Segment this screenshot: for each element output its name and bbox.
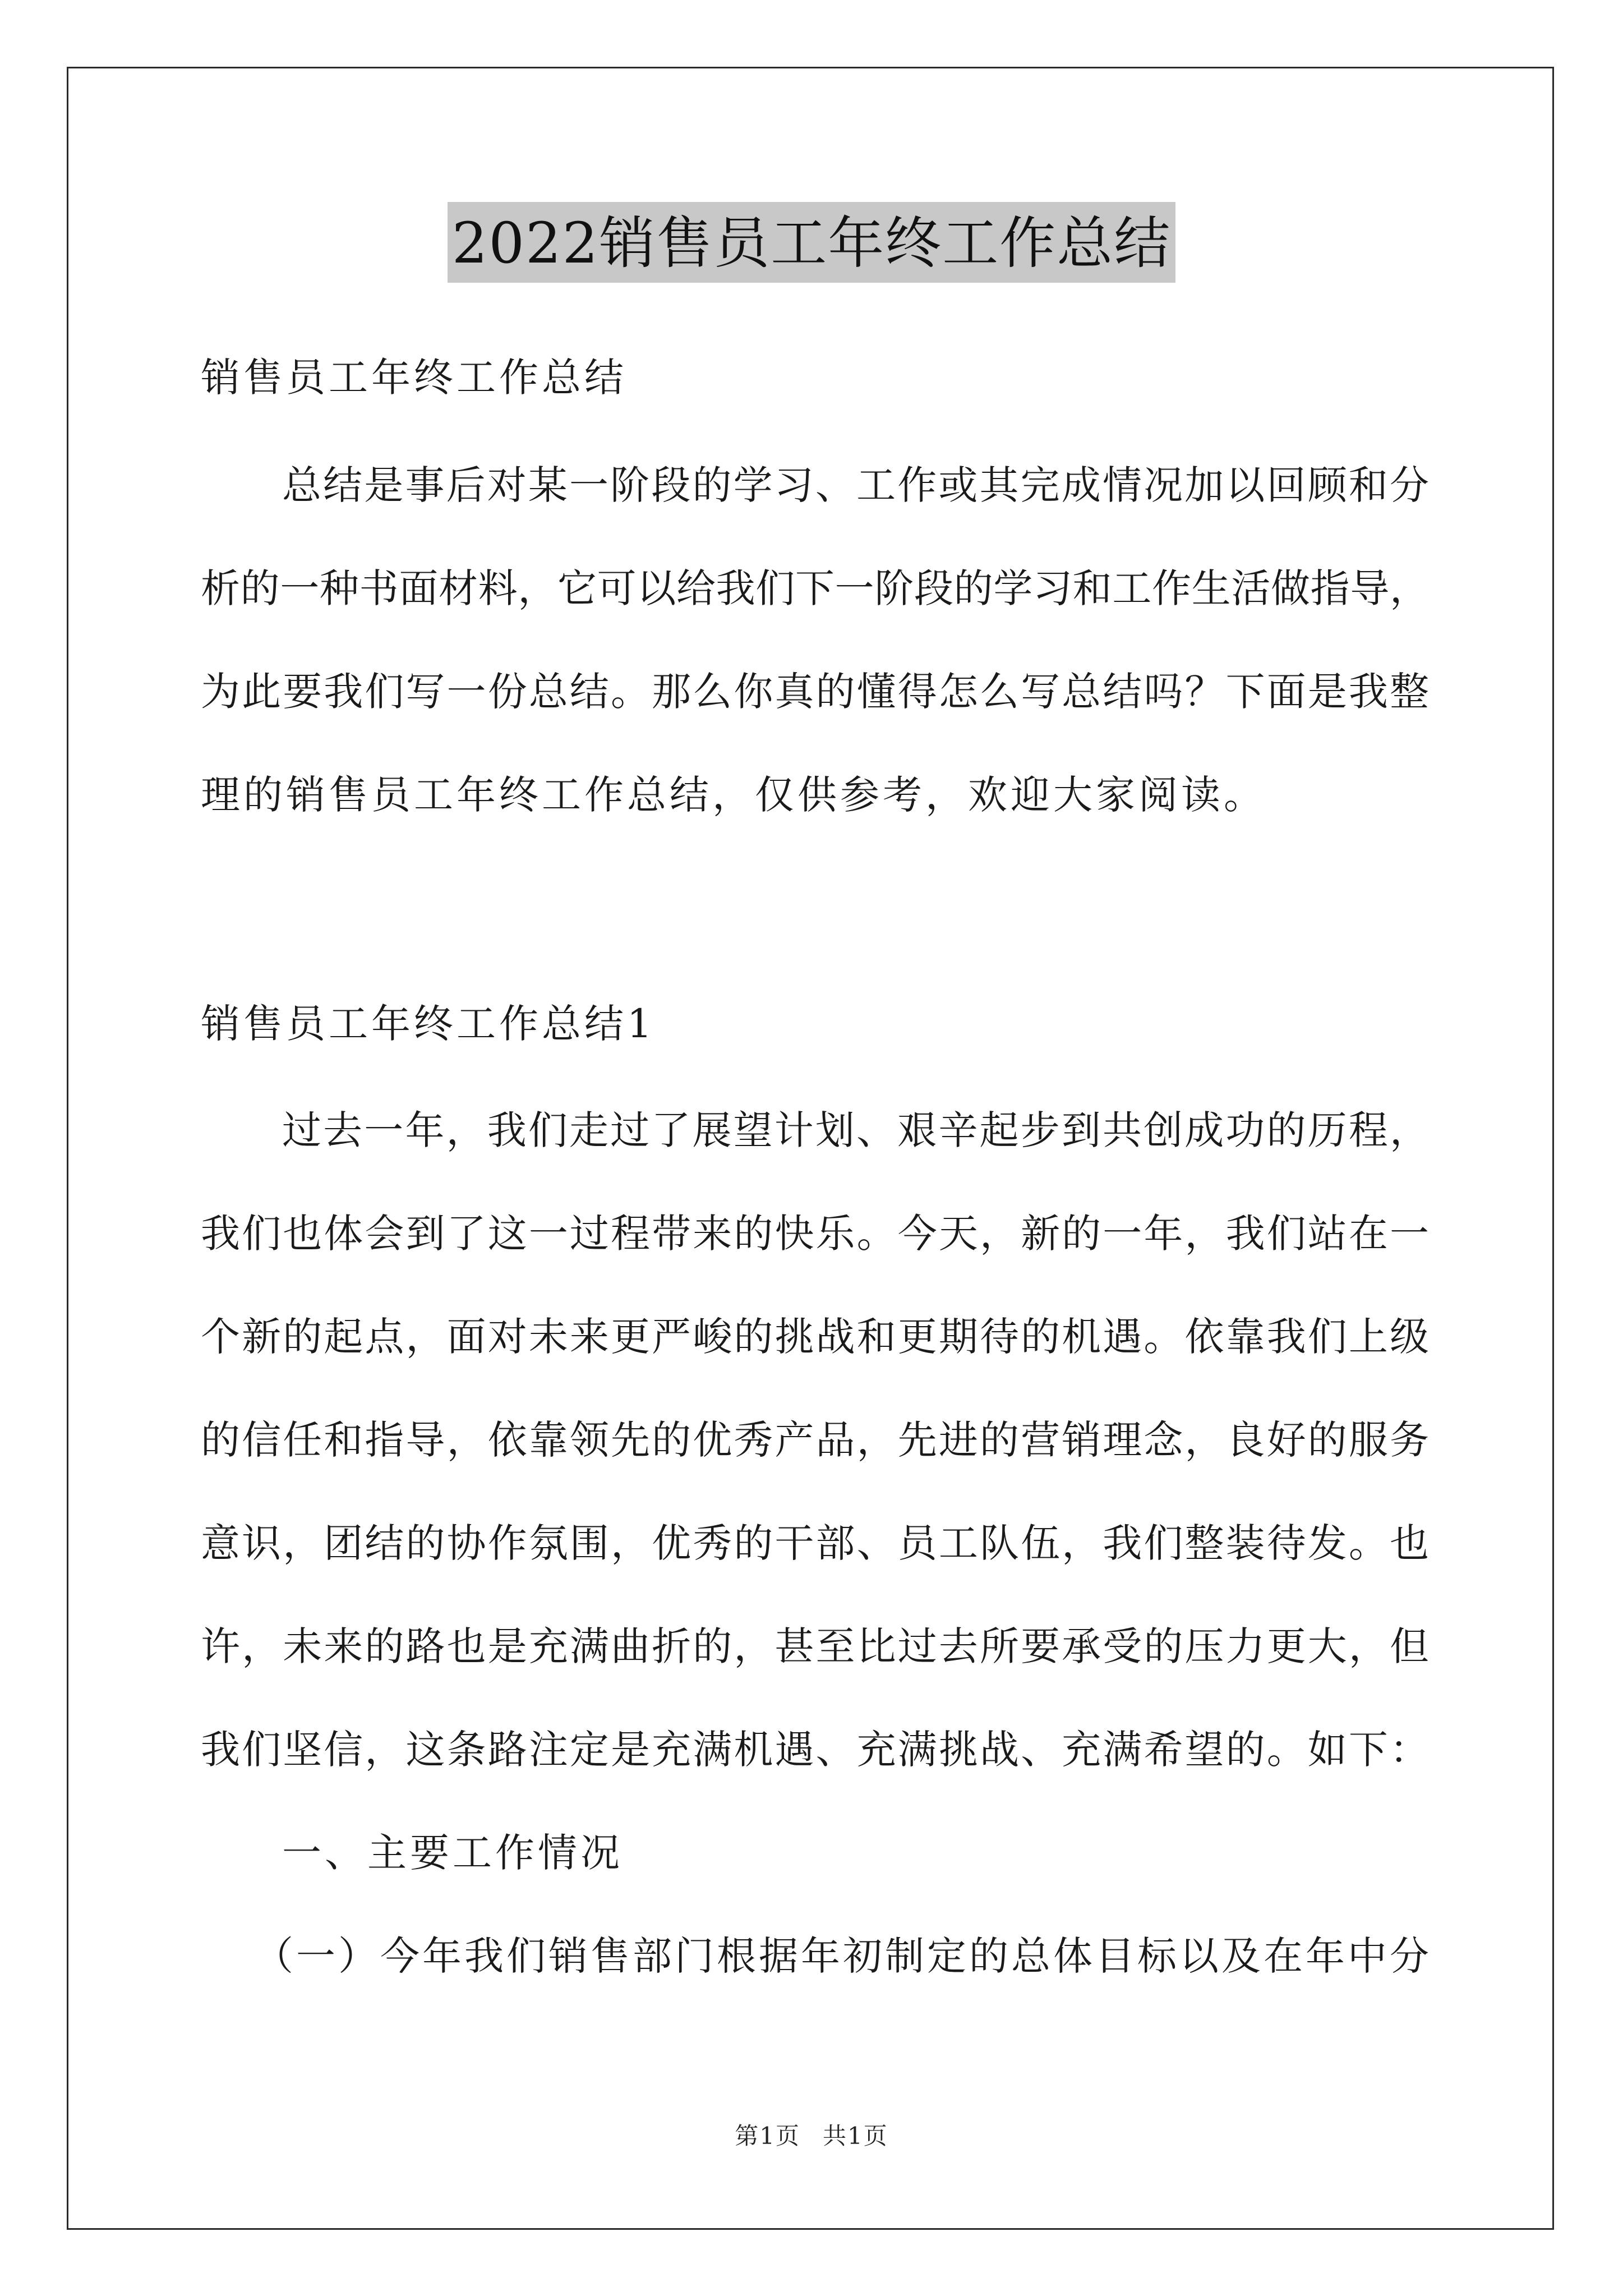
intro-line-3: 为此要我们写一份总结。那么你真的懂得怎么写总结吗？下面是我整 <box>201 669 1429 715</box>
document-subtitle: 销售员工年终工作总结 <box>201 355 627 401</box>
page-footer <box>0 2119 1623 2153</box>
list-heading: 一、主要工作情况 <box>282 1830 623 1876</box>
intro-line-4: 理的销售员工年终工作总结，仅供参考，欢迎大家阅读。 <box>201 772 1266 818</box>
body-line-3: 个新的起点，面对未来更严峻的挑战和更期待的机遇。依靠我们上级 <box>201 1314 1429 1360</box>
title-area <box>0 202 1623 283</box>
document-title: 2022销售员工年终工作总结 <box>448 202 1176 283</box>
body-line-6: 许，未来的路也是充满曲折的，甚至比过去所要承受的压力更大，但 <box>201 1623 1429 1669</box>
body-line-7: 我们坚信，这条路注定是充满机遇、充满挑战、充满希望的。如下： <box>201 1727 1429 1773</box>
page-total: 共1页 <box>823 2122 888 2150</box>
body-line-4: 的信任和指导，依靠领先的优秀产品，先进的营销理念，良好的服务 <box>201 1417 1429 1463</box>
body-line-1: 过去一年，我们走过了展望计划、艰辛起步到共创成功的历程， <box>282 1107 1429 1153</box>
body-line-2: 我们也体会到了这一过程带来的快乐。今天，新的一年，我们站在一 <box>201 1211 1429 1257</box>
page-number: 第1页 <box>735 2122 800 2150</box>
sub-item-line: （一）今年我们销售部门根据年初制定的总体目标以及在年中分 <box>254 1933 1429 1979</box>
intro-line-2: 析的一种书面材料，它可以给我们下一阶段的学习和工作生活做指导， <box>201 565 1429 611</box>
intro-line-1: 总结是事后对某一阶段的学习、工作或其完成情况加以回顾和分 <box>282 462 1429 508</box>
body-line-5: 意识，团结的协作氛围，优秀的干部、员工队伍，我们整装待发。也 <box>201 1520 1429 1566</box>
section-heading: 销售员工年终工作总结1 <box>201 1001 656 1047</box>
